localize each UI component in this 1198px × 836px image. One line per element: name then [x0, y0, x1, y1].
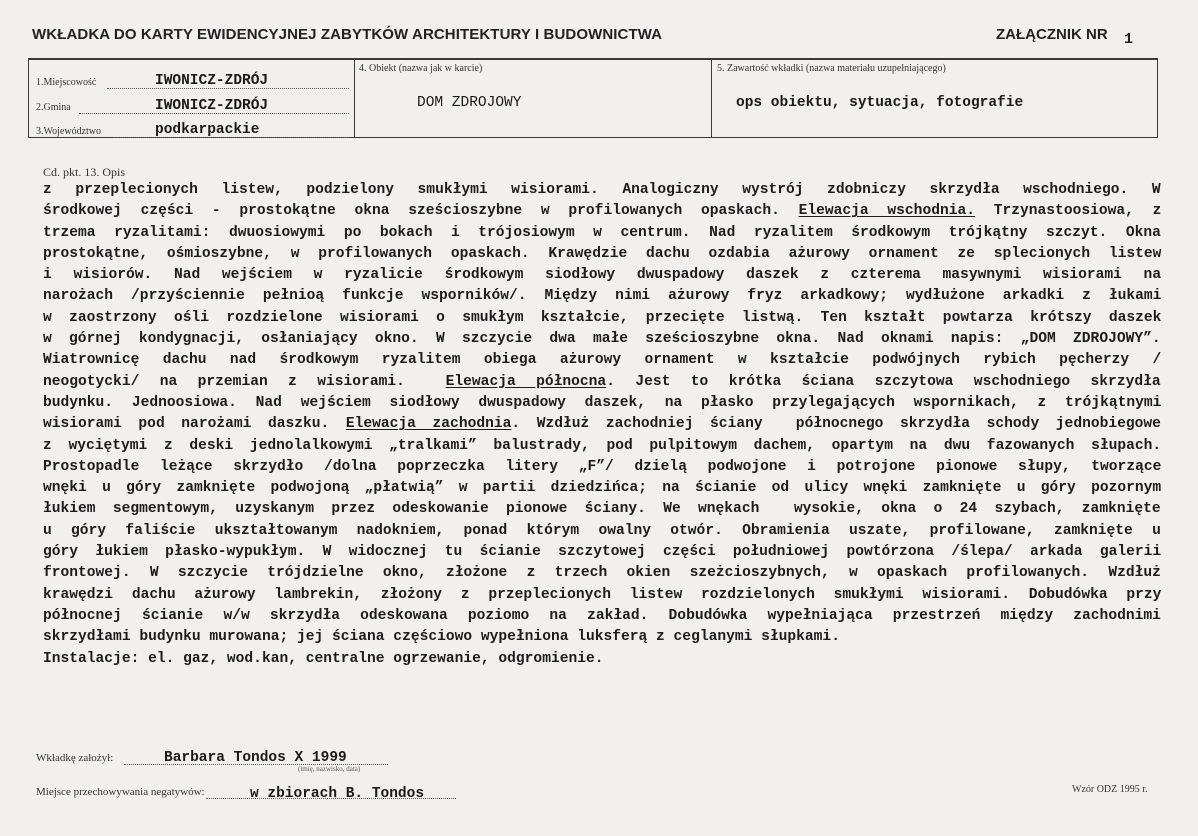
text-line: w górnej kondygnacji, osłaniający okno. W szczycie dwa małe sześcioszybne okna. Nad oknami napis: „DOM ZDROJOWY”.: [43, 331, 1161, 348]
text-line: Wiatrownicę dachu nad środkowym ryzalitem obiega ażurowy ornament w kształcie podwójnych rybich pęcherzy /: [43, 352, 1161, 369]
miejscowosc-value: IWONICZ-ZDRÓJ: [155, 73, 269, 89]
section-label: Cd. pkt. 13. Opis: [43, 165, 126, 179]
text-segment: . Jest to krótka ściana szczytowa wschodniego skrzydła: [606, 373, 1161, 390]
text-line: z wyciętymi z deski jednolalkowymi „tralkami” balustrady, pod pulpitowym dachem, opartym na dwu fazowanych słupach.: [43, 437, 1161, 454]
text-line: [43, 372, 1161, 393]
text-line: wnęki u góry zamknięte podwojoną „płatwią” w partii dziedzińca; na ścianie od ulicy wnęki zamknięte u góry pozornym: [43, 480, 1161, 497]
miejscowosc-label: 1.Miejscowość: [36, 77, 97, 88]
obiekt-value: DOM ZDROJOWY: [417, 95, 522, 111]
heading-east-elevation: Elewacja wschodnia.: [798, 203, 975, 220]
wojewodztwo-value: podkarpackie: [155, 122, 260, 138]
text-line: prostokątne, ośmioszybne, w profilowanych opaskach. Krawędzie dachu ozdabia ażurowy ornament ze splecionych listew: [43, 245, 1161, 262]
zawartosc-label: 5. Zawartość wkładki (nazwa materiału uzupełniającego): [717, 63, 946, 74]
gmina-value: IWONICZ-ZDRÓJ: [155, 98, 269, 114]
text-line: narożach /przyściennie pełnioą funkcje wsporników/. Między nimi ażurowy fryz arkadkowy; wydłużone arkadki z łukami: [43, 288, 1161, 305]
text-line: skrzydłami budynku murowana; jej ściana częściowo wypełniona luksferą z ceglanymi słupkami.: [43, 629, 840, 646]
description-text: [43, 180, 1161, 670]
storage-value: w zbiorach B. Tondos: [250, 786, 425, 802]
text-line: budynku. Jednoosiowa. Nad wejściem siodłowy dwuspadowy daszek, na płasko przylegających wspornikach, z trójkątnymi: [43, 394, 1161, 411]
text-line: i wisiorów. Nad wejściem w ryzalicie środkowym siodłowy dwuspadowy daszek z czterema masywnymi wisiorami na: [43, 267, 1161, 284]
storage-label: Miejsce przechowywania negatywów:: [36, 786, 205, 798]
text-segment: neogotycki/ na przemian z wisiorami.: [43, 373, 446, 390]
wojewodztwo-label: 3.Województwo: [36, 126, 102, 137]
text-line: w zaostrzony ośli rozdzielone wisiorami o smukłym kształcie, przecięte listwą. Ten kształt powtarza krótszy daszek: [43, 309, 1161, 326]
obiekt-label: 4. Obiekt (nazwa jak w karcie): [359, 63, 483, 74]
box-divider-2: [711, 60, 712, 137]
text-line: [43, 414, 1161, 435]
zawartosc-value: ops obiektu, sytuacja, fotografie: [736, 95, 1024, 111]
text-segment: Trzynastoosiowa, z: [975, 203, 1161, 220]
text-line: Instalacje: el. gaz, wod.kan, centralne ogrzewanie, odgromienie.: [43, 650, 604, 667]
document-title: WKŁADKA DO KARTY EWIDENCYJNEJ ZABYTKÓW ARCHITEKTURY I BUDOWNICTWA: [32, 26, 663, 43]
annex-number: 1: [1124, 31, 1134, 48]
text-line: Prostopadle leżące skrzydło /dolna poprzeczka litery „F”/ dzielą podwojone i potrojone pionowe słupy, tworzące: [43, 458, 1161, 475]
author-label: Wkładkę założył:: [36, 752, 114, 764]
text-line: krawędzi dachu ażurowy lambrekin, złożony z przeplecionych listew rozdzielonych smukłymi wisiorami. Dobudówka przy: [43, 586, 1161, 603]
text-line: północnej ścianie w/w skrzydła odeskowana poziomo na zakład. Dobudówka wypełniająca przestrzeń między zachodnimi: [43, 607, 1161, 624]
form-code: Wzór ODZ 1995 r.: [1072, 784, 1148, 795]
text-line: [43, 201, 1161, 222]
text-segment: . Wzdłuż zachodniej ściany północnego skrzydła schody jednobiegowe: [511, 416, 1161, 433]
text-line: z przeplecionych listew, podzielony smukłymi wisiorami. Analogiczny wystrój zdobniczy skrzydła wschodniego. W: [43, 182, 1161, 198]
text-line: frontowej. W szczycie trójdzielne okno, złożone z trzech okien szeżcioszybnych, w opaskach profilowanych. Wzdłuż: [43, 565, 1161, 582]
gmina-label: 2.Gmina: [36, 102, 71, 113]
author-hint: (imię, nazwisko, data): [298, 765, 361, 773]
author-value: Barbara Tondos X 1999: [164, 750, 347, 766]
text-line: u góry faliście ukształtowanym nadokniem, ponad którym owalny otwór. Obramienia uszate, profilowane, zamknięte u: [43, 522, 1161, 539]
heading-west-elevation: Elewacja zachodnia: [345, 416, 512, 433]
text-line: trzema ryzalitami: dwuosiowymi po bokach i trójosiowym w centrum. Nad ryzalitem środkowym trójkątny szczyt. Okna: [43, 224, 1161, 241]
annex-label: ZAŁĄCZNIK NR: [996, 26, 1108, 43]
text-segment: środkowej częśc: [43, 203, 185, 220]
text-line: łukiem segmentowym, uzyskanym przez odeskowanie pionowe ściany. We wnękach wysokie, okna o 24 szybach, zamknięte: [43, 501, 1161, 518]
text-segment: wisiorami pod narożami daszku.: [43, 416, 346, 433]
text-segment: i - prostokątne okna sześcioszybne w profilowanych opaskach.: [184, 203, 799, 220]
text-line: góry łukiem płasko-wypukłym. W widocznej tu ścianie szczytowej części południowej powtórzona /ślepa/ arkada galerii: [43, 544, 1161, 561]
box-divider-1: [354, 60, 355, 137]
identification-box: [28, 58, 1158, 138]
heading-north-elevation: Elewacja północna: [445, 373, 607, 390]
